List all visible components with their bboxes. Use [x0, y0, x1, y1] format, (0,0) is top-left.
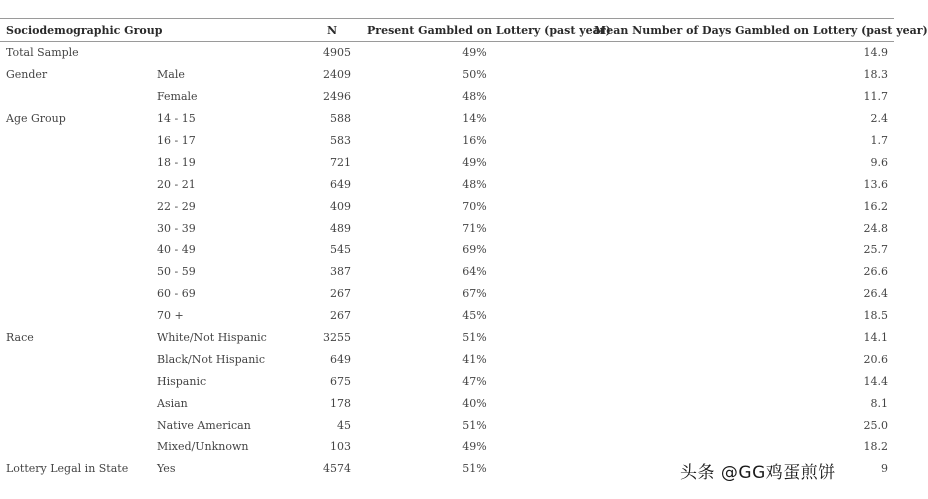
- cell-mean-days: 24.8: [863, 221, 889, 235]
- table-row: [0, 239, 894, 261]
- cell-n: 267: [330, 309, 352, 323]
- cell-mean-days: 1.7: [870, 134, 889, 147]
- cell-subgroup: 18 - 19: [157, 155, 196, 169]
- header-row: [0, 19, 894, 42]
- cell-percent: 67%: [462, 287, 487, 301]
- table-row: [0, 305, 894, 327]
- table-row: [0, 217, 894, 239]
- cell-mean-days: 9.6: [870, 155, 889, 169]
- cell-subgroup: Yes: [157, 462, 176, 476]
- cell-mean-days: 25.0: [863, 418, 889, 432]
- cell-mean-days: 14.1: [863, 331, 889, 345]
- cell-n: 721: [330, 155, 352, 169]
- cell-n: 409: [330, 199, 352, 213]
- cell-subgroup: 22 - 29: [157, 199, 196, 213]
- cell-mean-days: 2.4: [870, 112, 889, 126]
- cell-group: [0, 283, 151, 305]
- watermark: 头条 @GG鸡蛋煎饼: [676, 456, 840, 485]
- cell-mean-days: 26.6: [863, 265, 889, 279]
- cell-percent: 49%: [462, 440, 487, 454]
- table-row: [0, 42, 894, 64]
- cell-n: 649: [330, 177, 352, 191]
- cell-mean-days: 26.4: [863, 287, 889, 301]
- cell-group: [0, 261, 151, 283]
- header-n: N: [326, 23, 338, 37]
- cell-subgroup: Mixed/Unknown: [157, 440, 249, 454]
- cell-mean-days: 16.2: [863, 199, 889, 213]
- cell-subgroup: Female: [157, 90, 198, 104]
- cell-mean-days: 8.1: [870, 396, 889, 410]
- cell-percent: 70%: [462, 199, 487, 213]
- table-body: [0, 42, 894, 480]
- cell-n: 588: [330, 112, 352, 126]
- table-row: [0, 370, 894, 392]
- header-sociodemographic-group: Sociodemographic Group: [6, 23, 163, 37]
- cell-percent: 49%: [462, 46, 487, 60]
- cell-subgroup: Asian: [157, 396, 188, 410]
- cell-group: [0, 305, 151, 327]
- cell-group: [0, 130, 151, 152]
- table-row: [0, 173, 894, 195]
- cell-subgroup: Black/Not Hispanic: [157, 352, 265, 366]
- cell-group: [0, 436, 151, 458]
- cell-mean-days: 25.7: [863, 243, 889, 257]
- cell-subgroup: 16 - 17: [157, 134, 196, 147]
- cell-n: 2409: [323, 68, 352, 82]
- cell-subgroup: 50 - 59: [157, 265, 196, 279]
- cell-group: [0, 370, 151, 392]
- cell-percent: 48%: [462, 177, 487, 191]
- cell-group: [0, 414, 151, 436]
- cell-group: [0, 217, 151, 239]
- cell-group: Age Group: [6, 112, 66, 126]
- cell-percent: 49%: [462, 155, 487, 169]
- cell-percent: 69%: [462, 243, 487, 257]
- cell-mean-days: 14.4: [863, 374, 889, 388]
- cell-group: [0, 348, 151, 370]
- cell-mean-days: 9: [881, 462, 889, 476]
- cell-n: 649: [330, 352, 352, 366]
- cell-percent: 50%: [462, 68, 487, 82]
- cell-subgroup: Native American: [157, 418, 251, 432]
- cell-n: 3255: [323, 331, 352, 345]
- cell-group: [0, 195, 151, 217]
- cell-subgroup: Male: [157, 68, 185, 82]
- table-row: [0, 392, 894, 414]
- cell-group: Lottery Legal in State: [6, 462, 129, 476]
- table-row: [0, 436, 894, 458]
- cell-mean-days: 18.3: [863, 68, 889, 82]
- cell-percent: 71%: [462, 221, 487, 235]
- cell-percent: 41%: [462, 352, 487, 366]
- table-row: [0, 151, 894, 173]
- table-row: [0, 261, 894, 283]
- cell-n: 4574: [323, 462, 352, 476]
- cell-mean-days: 18.2: [863, 440, 889, 454]
- cell-percent: 16%: [462, 134, 487, 147]
- table-row: [0, 348, 894, 370]
- cell-n: 387: [330, 265, 352, 279]
- cell-mean-days: 20.6: [863, 352, 889, 366]
- cell-group: Gender: [6, 68, 48, 82]
- cell-n: 583: [330, 134, 352, 147]
- cell-subgroup: Hispanic: [157, 374, 207, 388]
- cell-subgroup: 70 +: [157, 309, 184, 323]
- cell-percent: 45%: [462, 309, 487, 323]
- table-row: [0, 327, 894, 349]
- cell-percent: 48%: [462, 90, 487, 104]
- cell-percent: 51%: [462, 331, 487, 345]
- cell-n: 4905: [323, 46, 352, 60]
- cell-mean-days: 18.5: [863, 309, 889, 323]
- table-row: [0, 195, 894, 217]
- lottery-gambling-table: [0, 18, 928, 480]
- cell-n: 267: [330, 287, 352, 301]
- cell-percent: 14%: [462, 112, 487, 126]
- cell-mean-days: 14.9: [863, 46, 889, 60]
- cell-subgroup: 30 - 39: [157, 221, 196, 235]
- table-header: [0, 19, 928, 42]
- cell-group: [0, 239, 151, 261]
- cell-n: 545: [330, 243, 352, 257]
- cell-subgroup: 14 - 15: [157, 112, 196, 126]
- cell-percent: 47%: [462, 374, 487, 388]
- cell-n: 2496: [323, 90, 352, 104]
- cell-subgroup: [151, 42, 291, 64]
- cell-subgroup: 20 - 21: [157, 177, 196, 191]
- cell-n: 45: [337, 418, 352, 432]
- header-mean-days: Mean Number of Days Gambled on Lottery (past year): [594, 23, 928, 37]
- header-percent-gambled: Present Gambled on Lottery (past year): [367, 23, 611, 37]
- cell-group: Total Sample: [6, 46, 79, 60]
- table-row: [0, 64, 894, 86]
- table-row: [0, 414, 894, 436]
- table-row: [0, 130, 894, 152]
- cell-group: [0, 173, 151, 195]
- lottery-table-container: [0, 18, 928, 480]
- table-row: [0, 108, 894, 130]
- table-row: [0, 283, 894, 305]
- cell-group: Race: [6, 331, 34, 345]
- cell-mean-days: 13.6: [863, 177, 889, 191]
- cell-group: [0, 151, 151, 173]
- cell-group: [0, 86, 151, 108]
- cell-mean-days: 11.7: [863, 90, 889, 104]
- cell-n: 489: [330, 221, 352, 235]
- cell-n: 103: [330, 440, 352, 454]
- cell-subgroup: White/Not Hispanic: [157, 331, 267, 345]
- table-row: [0, 86, 894, 108]
- cell-n: 675: [330, 374, 352, 388]
- cell-percent: 51%: [462, 462, 487, 476]
- cell-subgroup: 60 - 69: [157, 287, 196, 301]
- cell-percent: 64%: [462, 265, 487, 279]
- cell-group: [0, 392, 151, 414]
- cell-n: 178: [330, 396, 352, 410]
- cell-percent: 51%: [462, 418, 487, 432]
- cell-subgroup: 40 - 49: [157, 243, 196, 257]
- cell-percent: 40%: [462, 396, 487, 410]
